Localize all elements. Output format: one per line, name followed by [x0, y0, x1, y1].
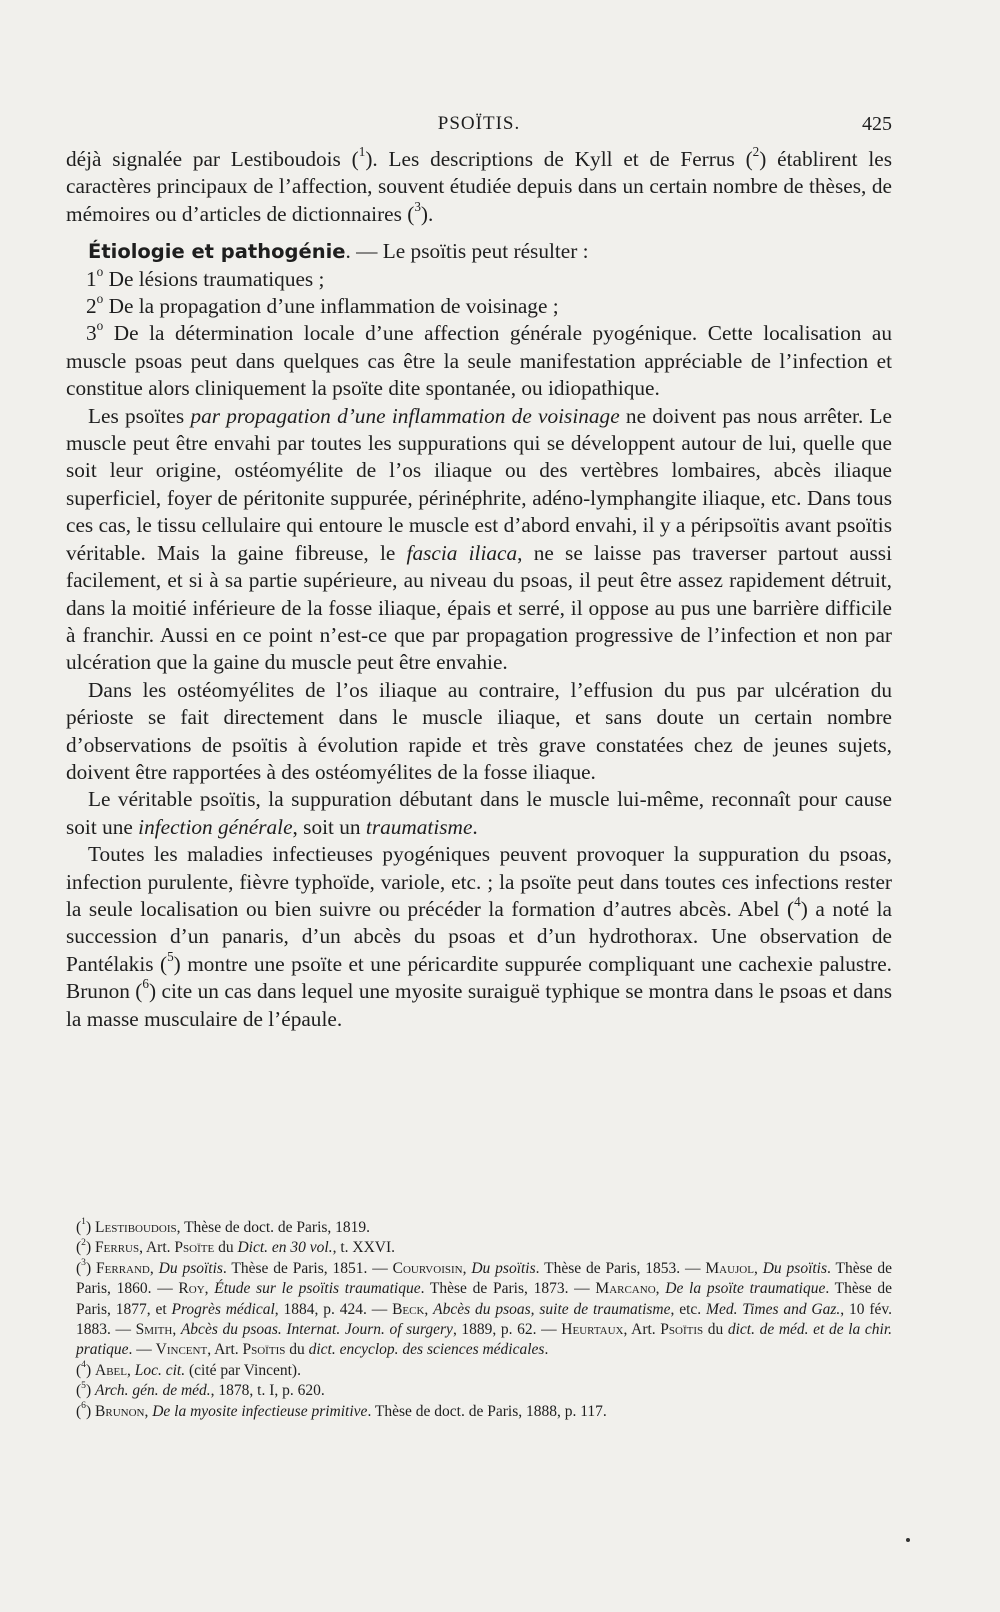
list-number: 2	[86, 294, 97, 319]
italic-run: traumatisme	[365, 814, 473, 839]
italic-run: Dict. en 30 vol.	[237, 1239, 333, 1257]
text-run: du	[214, 1239, 238, 1257]
paragraph-3	[66, 403, 892, 677]
degree-mark: o	[96, 318, 104, 334]
text-run: . Thèse de Paris, 1860. —	[76, 1259, 892, 1298]
text-run: ) établirent les caractères principaux de l’affection, souvent étudiée depuis dans un certain nombre de thèses, de mémoires ou d’articles de dictionnaires (	[66, 147, 893, 226]
text-run: ,	[172, 1321, 181, 1339]
paragraph-4: Dans les ostéomyélites de l’os iliaque au contraire, l’effusion du pus par ulcération du périoste se fait directement dans le muscle iliaque, et sans doute un certain nombre d’observations de psoïtis à évolution rapide et très grave constatées chez de jeunes sujets, doivent être rapportées à des ostéomyélites de la fosse iliaque.	[66, 677, 892, 784]
italic-run: Du psoïtis	[158, 1259, 223, 1277]
italic-run: Progrès médical	[171, 1300, 275, 1318]
footnote-3: ($^3$) Ferrand, Du psoïtis. Thèse de Paris, 1851. — Courvoisin, Du psoïtis. Thèse de Paris, 1853. — Maujol, Du psoïtis. Thèse de Paris, 1860. — Roy, Étude sur le psoïtis traumatique. Thèse de Paris, 1873. — Marcano, De la psoïte traumatique. Thèse de Paris, 1877, et Progrès médical, 1884, p. 424. — Beck, Abcès du psoas, suite de traumatisme, etc. Med. Times and Gaz., 10 fév. 1883. — Smith, Abcès du psoas. Internat. Journ. of surgery, 1889, p. 62. — Heurtaux, Art. Psoïtis du dict. de méd. et de la chir. pratique. — Vincent, Art. Psoïtis du dict. encyclop. des sciences médicales.	[76, 1257, 893, 1359]
text-run: , Thèse de doct. de Paris, 1819.	[176, 1219, 371, 1236]
text-run: Psoïtis	[242, 1341, 286, 1359]
text-run: Psoïtis	[660, 1321, 704, 1339]
author-name: Maujol	[705, 1259, 754, 1277]
italic-run: dict. encyclop. des sciences médicales	[308, 1341, 545, 1359]
footnote-1: ($^1$) Lestiboudois, Thèse de doct. de Paris, 1819.	[76, 1216, 371, 1236]
page-number: 425	[862, 113, 892, 135]
ink-speck	[906, 1538, 910, 1542]
degree-mark: o	[96, 290, 104, 306]
footnote-ref-1: 1	[358, 143, 366, 159]
author-name: Heurtaux	[561, 1321, 624, 1339]
text-run: du	[703, 1321, 728, 1339]
footnote-6: ($^6$) Brunon, De la myosite infectieuse primitive. Thèse de doct. de Paris, 1888, p. 117.	[76, 1400, 607, 1420]
text-run: ). Les descriptions de Kyll et de Ferrus (	[365, 147, 753, 171]
text-run: (cité par Vincent).	[185, 1361, 301, 1379]
text-run: . Thèse de Paris, 1851. —	[222, 1259, 393, 1277]
text-run: . —	[128, 1341, 156, 1359]
text-run: , soit un	[292, 814, 366, 839]
text-run: ,	[127, 1361, 135, 1379]
text-run: ) a noté la succession d’un panaris, d’un abcès du psoas et d’un hydrothorax. Une observation de Pantélakis (	[66, 896, 892, 976]
running-head	[66, 113, 892, 141]
text-run: du	[285, 1341, 309, 1359]
text-run: , 1889, p. 62. —	[452, 1321, 562, 1339]
text-run: ,	[753, 1259, 763, 1277]
text-run: De la détermination locale d’une affection générale pyogénique. Cette localisation au muscle psoas peut dans quelques cas être la seule manifestation appréciable de l’infection et constitue alors cliniquement la psoïte dite spontanée, ou idiopathique.	[66, 321, 892, 401]
text-run: , Art.	[207, 1341, 243, 1359]
text-run: ,	[655, 1280, 666, 1298]
author-name: Smith	[135, 1321, 173, 1339]
footnote-5: ($^5$) Arch. gén. de méd., 1878, t. I, p. 620.	[76, 1379, 325, 1400]
list-item-3	[66, 320, 892, 402]
degree-mark: o	[96, 263, 104, 279]
text-run: ,	[424, 1300, 434, 1318]
text-run: , Art.	[623, 1321, 661, 1339]
main-text	[66, 143, 893, 1033]
text-run: , t. XXVI.	[332, 1239, 396, 1257]
text-run: , Art.	[139, 1239, 175, 1257]
footnote-number: 3	[81, 1257, 86, 1269]
text-run: . Thèse de doct. de Paris, 1888, p. 117.	[367, 1402, 607, 1420]
text-run: . — Le psoïtis peut résulter :	[345, 239, 589, 264]
text-run: , 1884, p. 424. —	[274, 1300, 393, 1318]
footnote-ref-3: 3	[414, 198, 421, 214]
text-run: .	[544, 1341, 549, 1359]
italic-run: fascia iliaca	[406, 540, 518, 565]
running-title: PSOÏTIS.	[437, 113, 521, 134]
text-run: ne doivent pas nous arrêter. Le muscle peut être envahi par toutes les suppurations qui se développent autour de lui, quelle que soit leur origine, ostéomyélite de l’os iliaque ou des vertèbres lombaires, abcès iliaque superficiel, foyer de péritonite suppurée, périnéphrite, adéno-lymphangite iliaque, etc. Dans tous ces cas, le tissu cellulaire qui entoure le muscle est d’abord envahi, il y a péripsoïtis avant psoïtis véritable. Mais la gaine fibreuse, le	[66, 403, 892, 565]
text-run: , 10 fév. 1883. —	[76, 1300, 893, 1339]
text-run: ) cite un cas dans lequel une myosite suraiguë typhique se montra dans le psoas et dans la masse musculaire de l’épaule.	[66, 979, 893, 1031]
italic-run: dict. de méd. et de la chir. pratique	[76, 1321, 893, 1359]
paragraph-2	[66, 238, 892, 265]
text-run: ,	[204, 1280, 215, 1298]
footnote-2: ($^2$) Ferrus, Art. Psoïte du Dict. en 30 vol., t. XXVI.	[76, 1236, 396, 1257]
paragraph-6	[66, 841, 892, 1033]
list-number: 1	[86, 266, 97, 291]
text-run: ).	[420, 201, 434, 226]
text-run: Les psoïtes	[88, 403, 191, 428]
paragraph-1	[66, 143, 893, 228]
italic-run: Abcès du psoas, suite de traumatisme	[433, 1300, 671, 1318]
italic-run: Du psoïtis	[762, 1259, 828, 1277]
italic-run: Med. Times and Gaz.	[706, 1300, 841, 1318]
text-run: Le véritable psoïtis, la suppuration débutant dans le muscle lui-même, reconnaît pour cause soit une	[66, 787, 892, 839]
author-name: Ferrus	[95, 1239, 140, 1257]
section-heading: Étiologie et pathogénie	[88, 240, 346, 264]
italic-run: par propagation d’une inflammation de voisinage	[190, 403, 620, 428]
author-name: Marcano	[595, 1280, 656, 1298]
text-run: Psoïte	[174, 1239, 215, 1257]
italic-run: Étude sur le psoïtis traumatique	[214, 1280, 421, 1298]
footnote-ref-5: 5	[167, 948, 174, 964]
footnote-number: 5	[81, 1379, 86, 1391]
footnotes	[76, 1218, 892, 1422]
author-name: Courvoisin	[392, 1259, 463, 1277]
footnote-ref-2: 2	[752, 143, 760, 159]
italic-run: Du psoïtis	[471, 1259, 536, 1277]
text-run: , 1878, t. I, p. 620.	[210, 1382, 325, 1400]
footnote-ref-6: 6	[142, 976, 149, 992]
author-name: Abel	[95, 1361, 127, 1379]
author-name: Brunon	[95, 1402, 145, 1420]
text-run: De lésions traumatiques ;	[103, 266, 325, 291]
footnote-number: 2	[81, 1236, 86, 1248]
text-run: De la propagation d’une inflammation de voisinage ;	[103, 294, 559, 319]
text-run: .	[472, 814, 478, 839]
italic-run: infection générale	[138, 814, 293, 839]
author-name: Beck	[392, 1300, 425, 1318]
paragraph-5	[66, 786, 892, 841]
list-number: 3	[86, 321, 97, 346]
text-run: ) montre une psoïte et une péricardite suppurée compliquant une cachexie palustre. Brunon (	[66, 951, 892, 1004]
footnote-ref-4: 4	[794, 893, 801, 909]
author-name: Roy	[178, 1280, 205, 1298]
author-name: Lestiboudois	[95, 1219, 177, 1236]
text-run: déjà signalée par Lestiboudois (	[66, 147, 359, 171]
text-run: ,	[149, 1259, 159, 1277]
footnote-number: 4	[81, 1359, 86, 1371]
author-name: Ferrand	[96, 1259, 150, 1277]
text-run: , ne se laisse pas traverser partout aussi facilement, et si à sa partie supérieure, au niveau du psoas, il peut être assez rapidement détruit, dans la moitié inférieure de la fosse iliaque, épais et serré, il oppose au pus une barrière difficile à franchir. Aussi en ce point n’est-ce que par propagation progressive de l’infection et non par ulcération que la gaine du muscle peut être envahie.	[66, 540, 893, 675]
author-name: Vincent	[155, 1341, 208, 1359]
italic-run: De la myosite infectieuse primitive	[152, 1402, 368, 1420]
italic-run: Abcès du psoas. Internat. Journ. of surgery	[180, 1321, 453, 1339]
text-run: . Thèse de Paris, 1853. —	[535, 1259, 706, 1277]
list-item-2	[66, 290, 892, 320]
list-item-1	[66, 263, 892, 293]
italic-run: Arch. gén. de méd.	[95, 1382, 211, 1400]
footnote-number: 1	[81, 1216, 86, 1228]
text-run: . Thèse de Paris, 1873. —	[420, 1280, 596, 1298]
text-run: Toutes les maladies infectieuses pyogéniques peuvent provoquer la suppuration du psoas, infection purulente, fièvre typhoïde, variole, etc. ; la psoïte peut dans toutes ces infections rester la seule localisation ou bien suivre ou précéder la formation d’autres abcès. Abel (	[66, 842, 892, 921]
footnote-number: 6	[81, 1400, 86, 1412]
text-run: . Thèse de Paris, 1877, et	[76, 1280, 893, 1318]
text-run: ,	[144, 1402, 153, 1420]
footnote-4: ($^4$) Abel, Loc. cit. (cité par Vincent).	[76, 1359, 301, 1379]
italic-run: De la psoïte traumatique	[665, 1280, 826, 1298]
italic-run: Loc. cit.	[134, 1361, 186, 1379]
text-run: ,	[462, 1259, 472, 1277]
text-run: , etc.	[670, 1300, 707, 1318]
